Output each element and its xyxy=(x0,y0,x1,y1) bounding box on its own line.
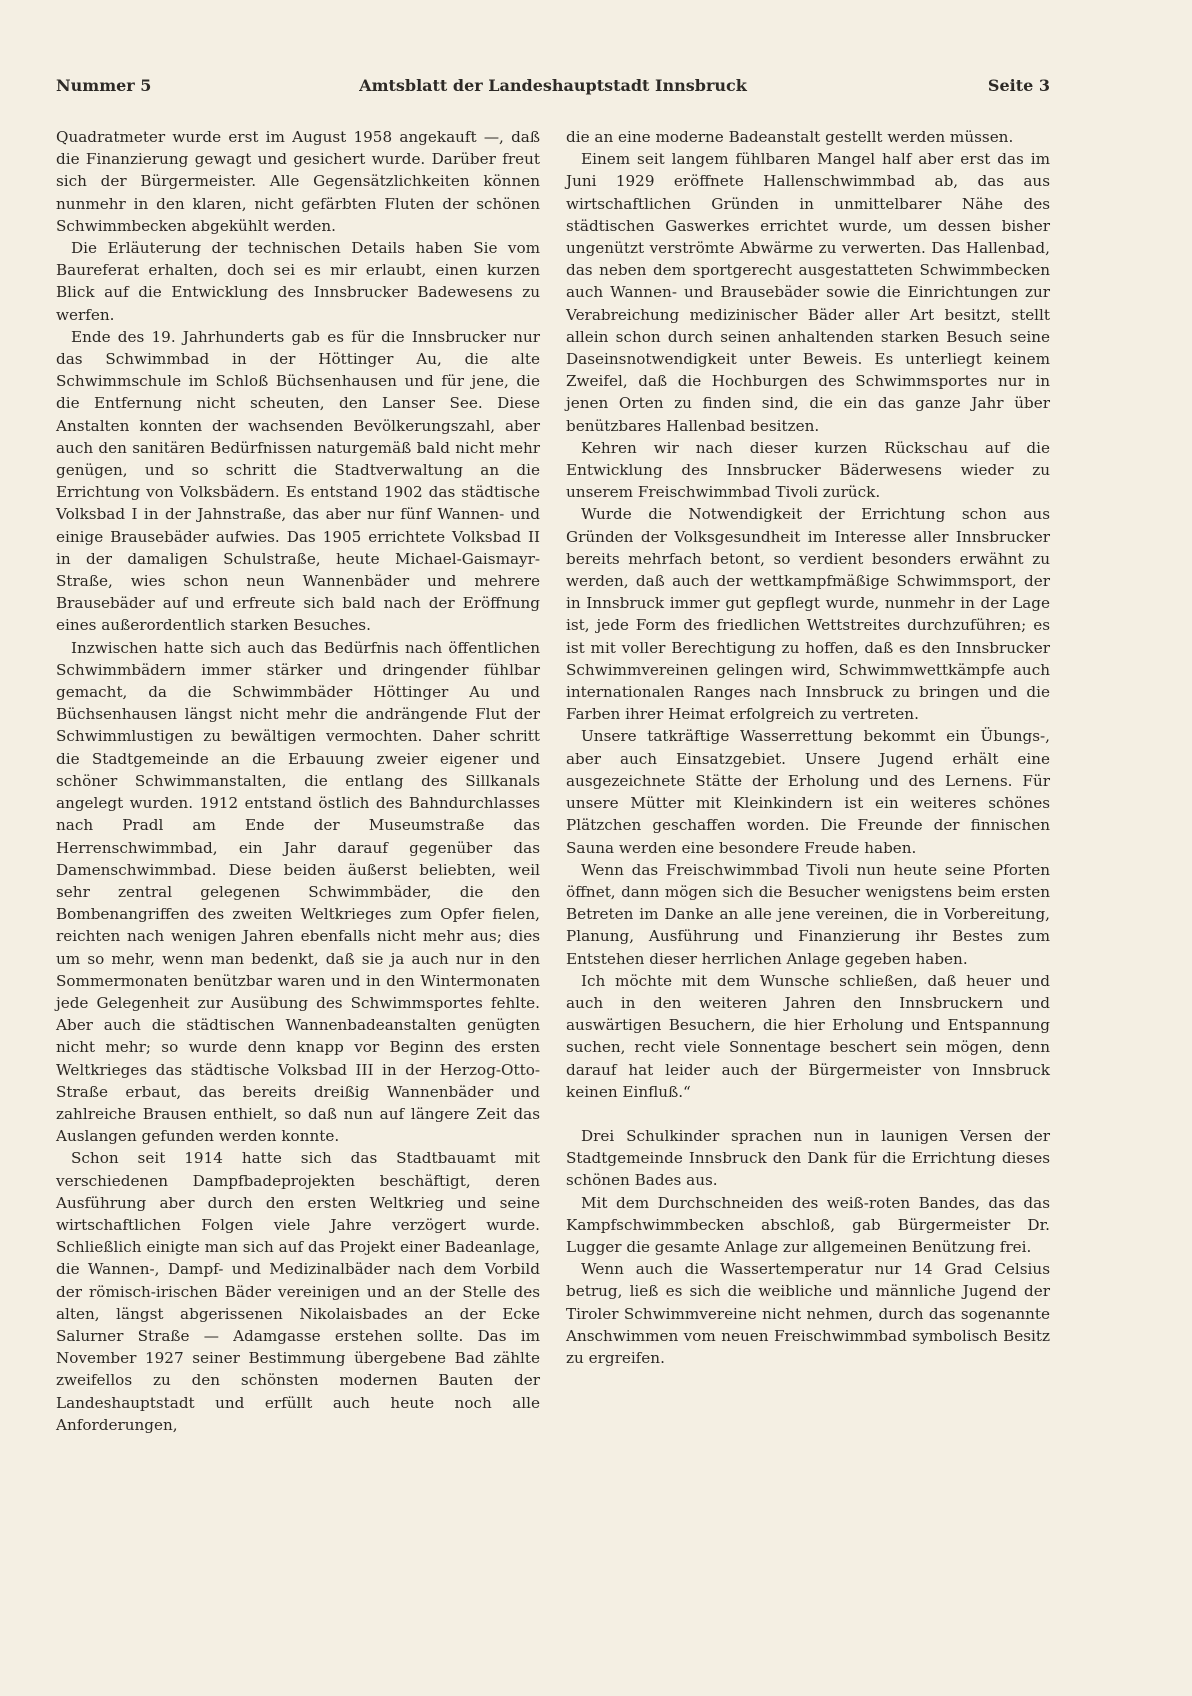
page-header xyxy=(56,76,1050,102)
paragraph: Wenn das Freischwimmbad Tivoli nun heute seine Pforten öffnet, dann mögen sich die Besucher wenigstens beim ersten Betreten im Danke an alle jene vereinen, die in Vorbereitung, Planung, Ausführung und Finanzierung ihr Bestes zum Entstehen dieser herrlichen Anlage gegeben haben. xyxy=(566,860,1050,968)
paragraph: die an eine moderne Badeanstalt gestellt werden müssen. xyxy=(566,128,1014,146)
left-column xyxy=(56,126,540,1436)
paragraph: Ich möchte mit dem Wunsche schließen, daß heuer und auch in den weiteren Jahren den Innsbruckern und auswärtigen Besuchern, die hier Erholung und Entspannung suchen, recht viele Sonnentage beschert sein mögen, denn darauf hat leider auch der Bürgermeister von Innsbruck keinen Einfluß.“ xyxy=(566,971,1050,1101)
paragraph: Unsere tatkräftige Wasserrettung bekommt ein Übungs-, aber auch Einsatzgebiet. Unsere Jugend erhält eine ausgezeichnete Stätte der Erholung und des Lernens. Für unsere Mütter mit Kleinkindern ist ein weiteres schönes Plätzchen geschaffen worden. Die Freunde der finnischen Sauna werden eine besondere Freude haben. xyxy=(566,727,1050,857)
paragraph: Ende des 19. Jahrhunderts gab es für die Innsbrucker nur das Schwimmbad in der Höttinger Au, die alte Schwimmschule im Schloß Büchsenhausen und für jene, die die Entfernung nicht scheuten, den Lanser See. Diese Anstalten konnten der wachsenden Bevölkerungszahl, aber auch den sanitären Bedürfnissen naturgemäß bald nicht mehr genügen, und so schritt die Stadtverwaltung an die Errichtung von Volksbädern. Es entstand 1902 das städtische Volksbad I in der Jahnstraße, das aber nur fünf Wannen- und einige Brausebäder aufwies. Das 1905 errichtete Volksbad II in der damaligen Schulstraße, heute Michael-Gaismayr-Straße, wies schon neun Wannenbäder und mehrere Brausebäder auf und erfreute sich bald nach der Eröffnung eines außerordentlich starken Besuches. xyxy=(56,327,540,635)
paragraph: Wurde die Notwendigkeit der Errichtung schon aus Gründen der Volksgesundheit im Interesse aller Innsbrucker bereits mehrfach betont, so verdient besonders erwähnt zu werden, daß auch der wettkampfmäßige Schwimmsport, der in Innsbruck immer gut gepflegt wurde, nunmehr in der Lage ist, jede Form des friedlichen Wettstreites durchzuführen; es ist mit voller Berechtigung zu hoffen, daß es den Innsbrucker Schwimmvereinen gelingen wird, Schwimmwettkämpfe auch internationalen Ranges nach Innsbruck zu bringen und die Farben ihrer Heimat erfolgreich zu vertreten. xyxy=(566,505,1050,724)
paragraph: Einem seit langem fühlbaren Mangel half aber erst das im Juni 1929 eröffnete Hallenschwimmbad ab, das aus wirtschaftlichen Gründen in unmittelbarer Nähe des städtischen Gaswerkes errichtet wurde, um dessen bisher ungenützt verströmte Abwärme zu verwerten. Das Hallenbad, das neben dem sportgerecht ausgestatteten Schwimmbecken auch Wannen- und Brausebäder sowie die Einrichtungen zur Verabreichung medizinischer Bäder aller Art besitzt, stellt allein schon durch seinen anhaltenden starken Besuch seine Daseinsnotwendigkeit unter Beweis. Es unterliegt keinem Zweifel, daß die Hochburgen des Schwimmsportes nur in jenen Orten zu finden sind, die ein das ganze Jahr über benützbares Hallenbad besitzen. xyxy=(566,150,1050,435)
paragraph: Mit dem Durchschneiden des weiß-roten Bandes, das das Kampfschwimmbecken abschloß, gab Bürgermeister Dr. Lugger die gesamte Anlage zur allgemeinen Benützung frei. xyxy=(566,1193,1050,1256)
paragraph: Quadratmeter wurde erst im August 1958 angekauft —, daß die Finanzierung gewagt und gesichert wurde. Darüber freut sich der Bürgermeister. Alle Gegensätzlichkeiten können nunmehr in den klaren, nicht gefärbten Fluten der schönen Schwimmbecken abgekühlt werden. xyxy=(56,128,540,235)
publication-title: Amtsblatt der Landeshauptstadt Innsbruck xyxy=(359,76,747,95)
paragraph: Schon seit 1914 hatte sich das Stadtbauamt mit verschiedenen Dampfbadeprojekten beschäftigt, deren Ausführung aber durch den ersten Weltkrieg und seine wirtschaftlichen Folgen viele Jahre verzögert wurde. Schließlich einigte man sich auf das Projekt einer Badeanlage, die Wannen-, Dampf- und Medizinalbäder nach dem Vorbild der römisch-irischen Bäder vereinigen und an der Stelle des alten, längst abgerissenen Nikolaisbades an der Ecke Salurner Straße — Adamgasse erstehen sollte. Das im November 1927 seiner Bestimmung übergebene Bad zählte zweifellos zu den schönsten modernen Bauten der Landeshauptstadt und erfüllt auch heute noch alle Anforderungen, xyxy=(56,1149,540,1434)
paragraph: Die Erläuterung der technischen Details haben Sie vom Baureferat erhalten, doch sei es mir erlaubt, einen kurzen Blick auf die Entwicklung des Innsbrucker Badewesens zu werfen. xyxy=(56,239,540,324)
paragraph: Kehren wir nach dieser kurzen Rückschau auf die Entwicklung des Innsbrucker Bäderwesens wieder zu unserem Freischwimmbad Tivoli zurück. xyxy=(566,438,1050,502)
paragraph: Inzwischen hatte sich auch das Bedürfnis nach öffentlichen Schwimmbädern immer stärker und dringender fühlbar gemacht, da die Schwimmbäder Höttinger Au und Büchsenhausen längst nicht mehr die andrängende Flut der Schwimmlustigen zu bewältigen vermochten. Daher schritt die Stadtgemeinde an die Erbauung zweier eigener und schöner Schwimmanstalten, die entlang des Sillkanals angelegt wurden. 1912 entstand östlich des Bahndurchlasses nach Pradl am Ende der Museumstraße das Herrenschwimmbad, ein Jahr darauf gegenüber das Damenschwimmbad. Diese beiden äußerst beliebten, weil sehr zentral gelegenen Schwimmbäder, die den Bombenangriffen des zweiten Weltkrieges zum Opfer fielen, reichten nach wenigen Jahren ebenfalls nicht mehr aus; dies um so mehr, wenn man bedenkt, daß sie ja auch nur in den Sommermonaten benützbar waren und in den Wintermonaten jede Gelegenheit zur Ausübung des Schwimmsportes fehlte. Aber auch die städtischen Wannenbadeanstalten genügten nicht mehr; so wurde denn knapp vor Beginn des ersten Weltkrieges das städtische Volksbad III in der Herzog-Otto-Straße erbaut, das bereits dreißig Wannenbäder und zahlreiche Brausen enthielt, so daß nun auf längere Zeit das Auslangen gefunden werden konnte. xyxy=(56,638,540,1146)
page-number: Seite 3 xyxy=(987,76,1050,95)
paragraph: Drei Schulkinder sprachen nun in launigen Versen der Stadtgemeinde Innsbruck den Dank für die Errichtung dieses schönen Bades aus. xyxy=(566,1126,1050,1190)
right-column xyxy=(566,126,1050,1369)
issue-number: Nummer 5 xyxy=(56,76,152,95)
paragraph: Wenn auch die Wassertemperatur nur 14 Grad Celsius betrug, ließ es sich die weibliche und männliche Jugend der Tiroler Schwimmvereine nicht nehmen, durch das sogenannte Anschwimmen vom neuen Freischwimmbad symbolisch Besitz zu ergreifen. xyxy=(566,1260,1050,1367)
